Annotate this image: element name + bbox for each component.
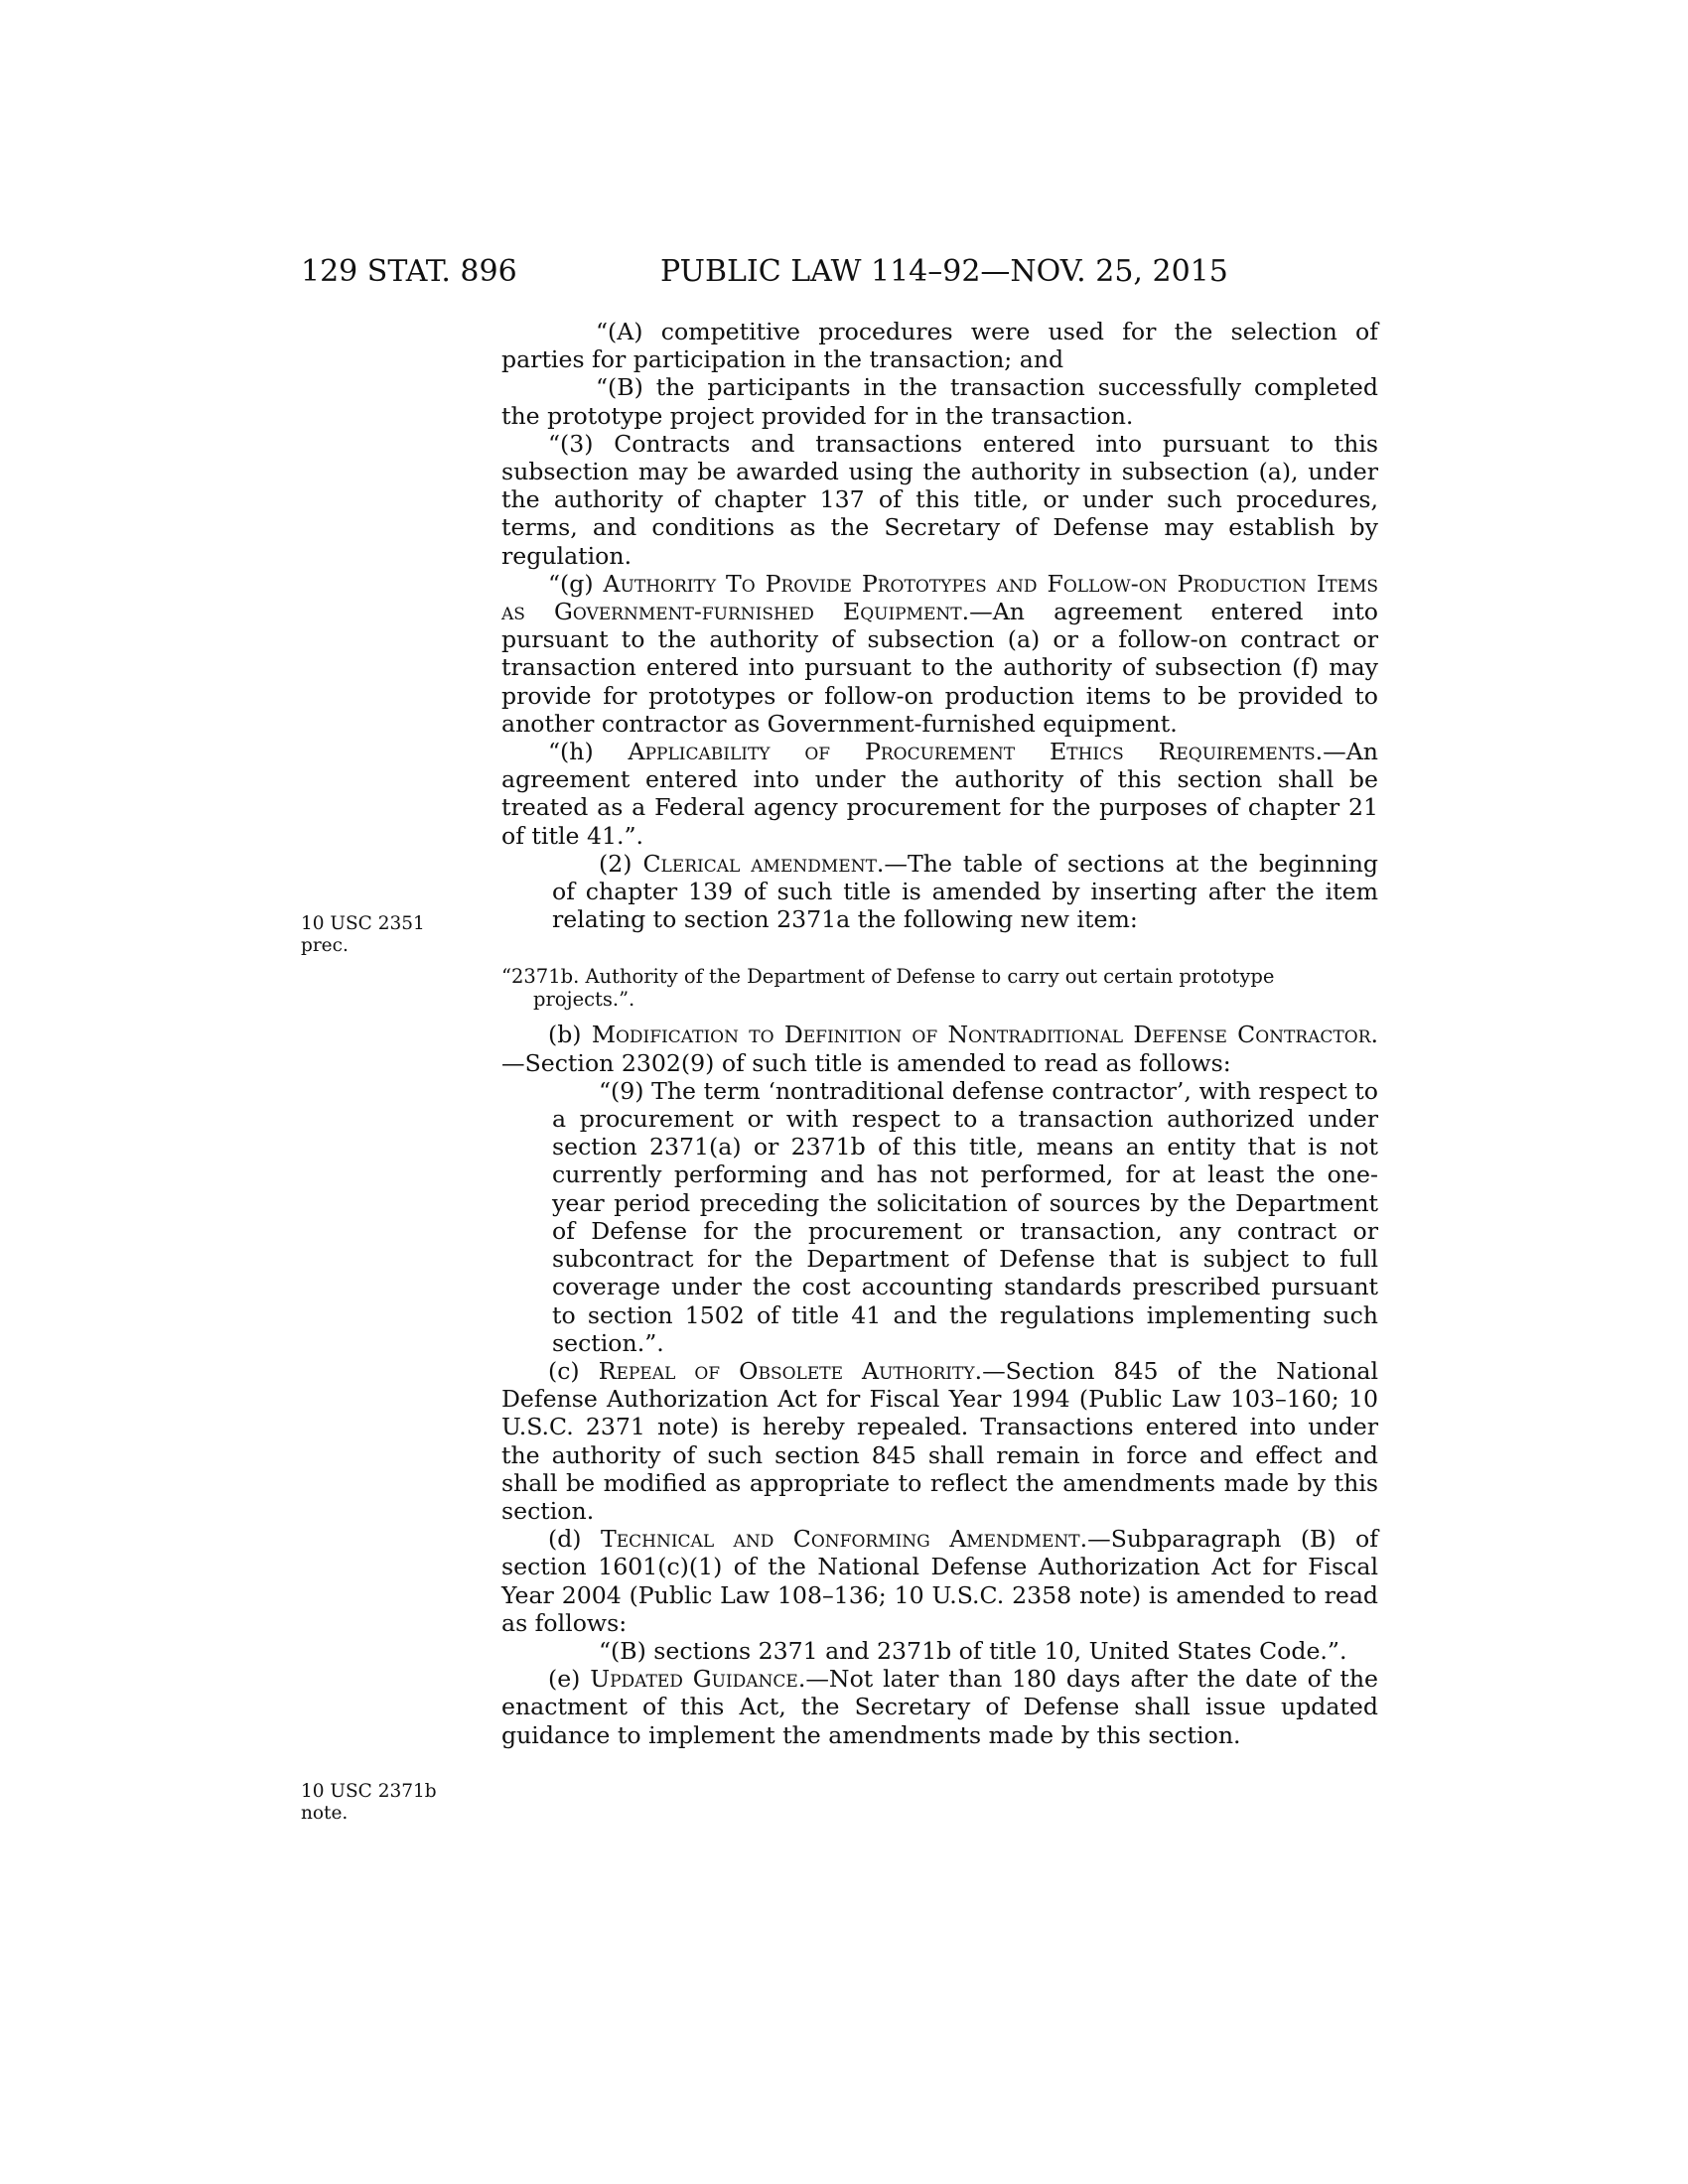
paragraph bbox=[552, 1077, 1378, 1357]
section-heading: Authority To Provide Prototypes and Follow-on Production Items as Government-furnished Equipment. bbox=[501, 569, 1378, 626]
paragraph: “(3) Contracts and transactions entered into pursuant to this subsection may be awarded using the authority in subsection (a), under the authority of chapter 137 of this title, or under such procedures, terms, and conditions as the Secretary of Defense may establish by regulation. bbox=[501, 429, 1378, 570]
paragraph-text: —An agreement entered into pursuant to the authority of subsection (a) or a follow-on contract or transaction entered into pursuant to the authority of subsection (f) may provide for prototypes or follow-on production items to be provided to another contractor as Government-furnished equipment. bbox=[501, 598, 1379, 738]
section-heading: Modification to Definition of Nontraditional Defense Contractor. bbox=[591, 1021, 1378, 1049]
paragraph-text: “(B) sections 2371 and 2371b of title 10, United States Code.”. bbox=[599, 1636, 1347, 1665]
margin-note: 10 USC 2351 prec. bbox=[301, 913, 425, 956]
law-title: PUBLIC LAW 114–92—NOV. 25, 2015 bbox=[660, 254, 1228, 289]
paragraph: “(A) competitive procedures were used for the selection of parties for participation in the transaction; and bbox=[501, 318, 1378, 374]
paragraph-text: —An agreement entered into under the authority of this section shall be treated as a Federal agency procurement for the purposes of chapter 21 of title 41.”. bbox=[501, 738, 1378, 850]
paragraph-lead: (d) bbox=[548, 1525, 601, 1554]
section-heading: Updated Guidance. bbox=[590, 1665, 806, 1694]
paragraph bbox=[501, 1021, 1378, 1076]
paragraph bbox=[501, 1357, 1378, 1525]
paragraph bbox=[501, 1665, 1378, 1749]
section-heading: Technical and Conforming Amendment. bbox=[600, 1525, 1088, 1554]
margin-note: 10 USC 2371b note. bbox=[301, 1781, 437, 1824]
paragraph bbox=[501, 570, 1378, 738]
paragraph-lead: (c) bbox=[548, 1356, 599, 1385]
paragraph-lead: “(h) bbox=[548, 738, 629, 766]
section-heading: Clerical amendment. bbox=[642, 849, 885, 878]
paragraph-text: —Not later than 180 days after the date of the enactment of this Act, the Secretary of Defense shall issue updated guidance to implement the amendments made by this section. bbox=[501, 1665, 1379, 1749]
section-heading: Applicability of Procurement Ethics Requirements. bbox=[628, 738, 1324, 766]
statute-page-number: 129 STAT. 896 bbox=[301, 254, 517, 289]
paragraph-text: —Subparagraph (B) of section 1601(c)(1) of the National Defense Authorization Act for Fiscal Year 2004 (Public Law 108–136; 10 U.S.C. 2358 note) is amended to read as follows: bbox=[501, 1525, 1378, 1637]
paragraph-text: —Section 845 of the National Defense Authorization Act for Fiscal Year 1994 (Public Law 103–160; 10 U.S.C. 2371 note) is hereby repealed. Transactions entered into under the authority of such section 845 shall remain in force and effect and shall be modified as appropriate to reflect the amendments made by this section. bbox=[501, 1356, 1379, 1525]
paragraph-text: “(9) The term ‘nontraditional defense contractor’, with respect to a procurement or with respect to a transaction authorized under section 2371(a) or 2371b of this title, means an entity that is not currently performing and has not performed, for at least the one-year period preceding the solicitation of sources by the Department of Defense for the procurement or transaction, any contract or subcontract for the Department of Defense that is subject to full coverage under the cost accounting standards prescribed pursuant to section 1502 of title 41 and the regulations implementing such section.”. bbox=[552, 1076, 1378, 1357]
paragraph-lead: “(g) bbox=[548, 569, 604, 598]
paragraph bbox=[501, 1525, 1378, 1637]
document-body bbox=[501, 318, 1378, 1749]
section-heading: Repeal of Obsolete Authority. bbox=[598, 1356, 983, 1385]
paragraph bbox=[501, 738, 1378, 850]
table-of-sections-item: “2371b. Authority of the Department of Defense to carry out certain prototype projects.”. bbox=[501, 965, 1275, 1012]
paragraph-lead: (b) bbox=[548, 1021, 592, 1049]
paragraph: “(B) the participants in the transaction successfully completed the prototype project provided for in the transaction. bbox=[501, 373, 1378, 430]
paragraph-lead: (e) bbox=[548, 1665, 591, 1694]
paragraph-text: —Section 2302(9) of such title is amended to read as follows: bbox=[501, 1048, 1231, 1077]
paragraph bbox=[552, 1637, 1378, 1665]
paragraph-lead: (2) bbox=[599, 849, 643, 878]
page-header bbox=[0, 252, 1688, 292]
paragraph-text: —The table of sections at the beginning of chapter 139 of such title is amended by inserting after the item relating to section 2371a the following new item: bbox=[552, 849, 1379, 934]
paragraph bbox=[552, 850, 1378, 934]
